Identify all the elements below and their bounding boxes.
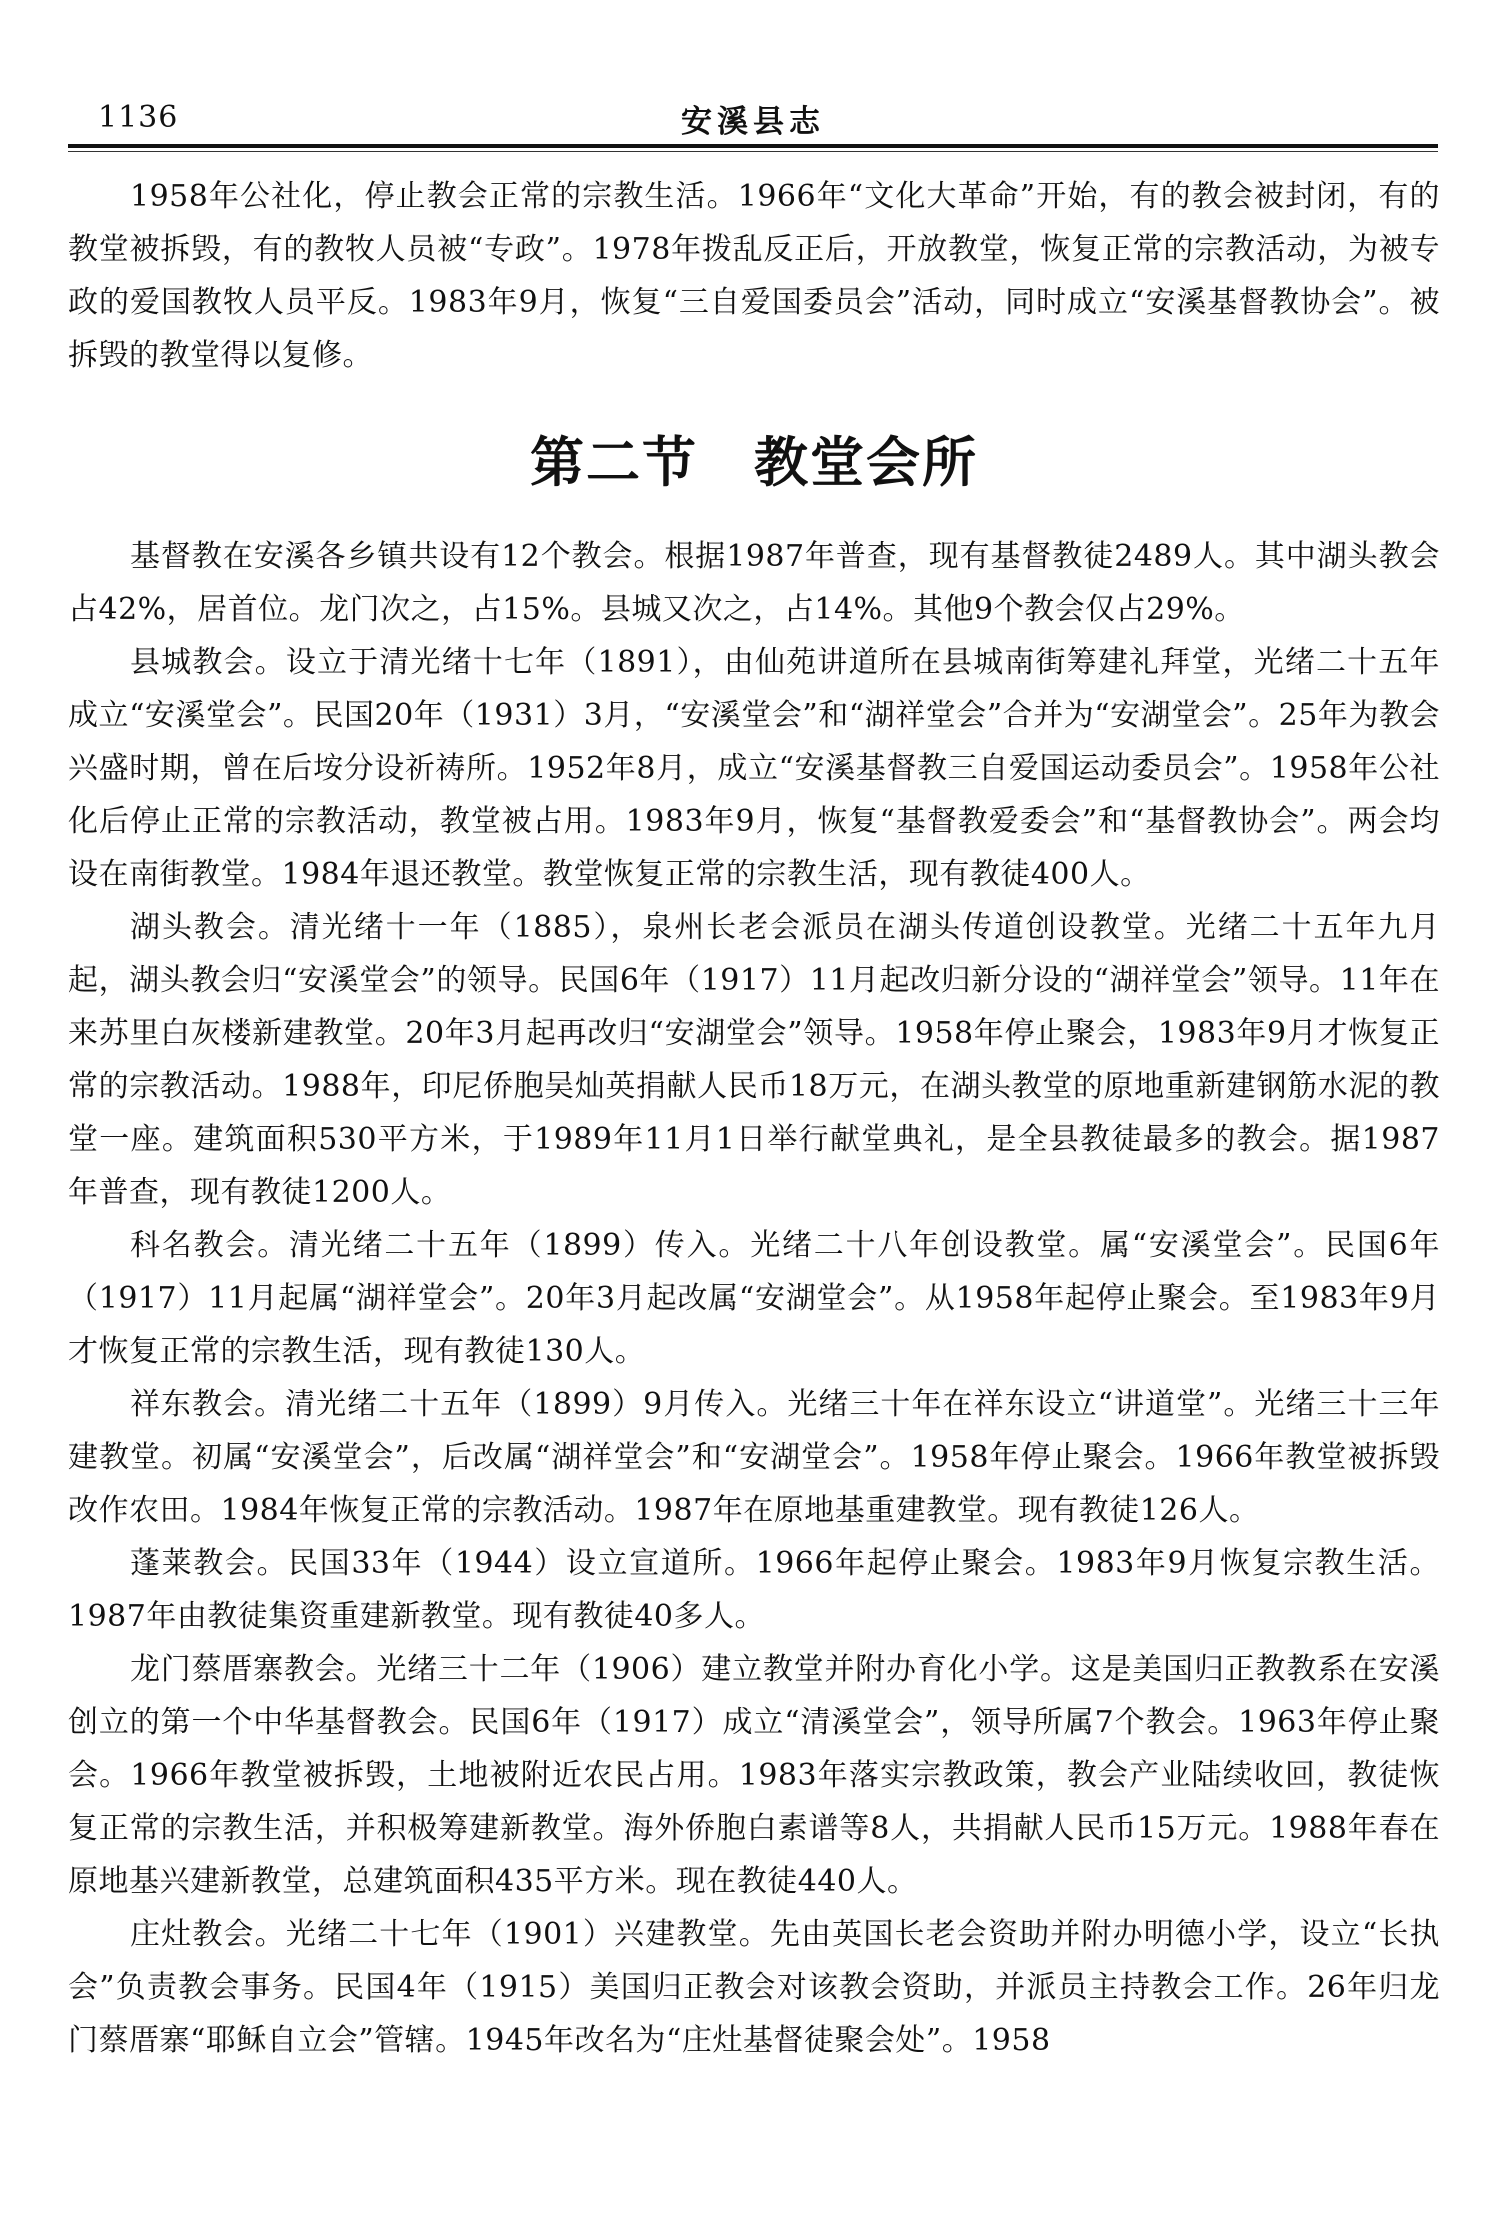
intro-paragraph: 1958年公社化，停止教会正常的宗教生活。1966年“文化大革命”开始，有的教会被封闭，有的教堂被拆毁，有的教牧人员被“专政”。1978年拨乱反正后，开放教堂，恢复正常的宗教活动，为被专政的爱国教牧人员平反。1983年9月，恢复“三自爱国委员会”活动，同时成立“安溪基督教协会”。被拆毁的教堂得以复修。 bbox=[68, 179, 1440, 373]
section-title: 教堂会所 bbox=[754, 430, 978, 494]
paragraph-longmen-church: 龙门蔡厝寨教会。光绪三十二年（1906）建立教堂并附办育化小学。这是美国归正教教系在安溪创立的第一个中华基督教会。民国6年（1917）成立“清溪堂会”，领导所属7个教会。1963年停止聚会。1966年教堂被拆毁，土地被附近农民占用。1983年落实宗教政策，教会产业陆续收回，教徒恢复正常的宗教生活，并积极筹建新教堂。海外侨胞白素谱等8人，共捐献人民币15万元。1988年春在原地基兴建新教堂，总建筑面积435平方米。现在教徒440人。 bbox=[68, 1652, 1440, 1899]
page-header bbox=[68, 92, 1438, 142]
section-heading bbox=[68, 422, 1440, 502]
paragraph-county-church: 县城教会。设立于清光绪十七年（1891），由仙苑讲道所在县城南街筹建礼拜堂，光绪二十五年成立“安溪堂会”。民国20年（1931）3月，“安溪堂会”和“湖祥堂会”合并为“安湖堂会”。25年为教会兴盛时期，曾在后垵分设祈祷所。1952年8月，成立“安溪基督教三自爱国运动委员会”。1958年公社化后停止正常的宗教活动，教堂被占用。1983年9月，恢复“基督教爱委会”和“基督教协会”。两会均设在南街教堂。1984年退还教堂。教堂恢复正常的宗教生活，现有教徒400人。 bbox=[68, 645, 1440, 892]
paragraph-keming-church: 科名教会。清光绪二十五年（1899）传入。光绪二十八年创设教堂。属“安溪堂会”。民国6年（1917）11月起属“湖祥堂会”。20年3月起改属“安湖堂会”。从1958年起停止聚会。至1983年9月才恢复正常的宗教生活，现有教徒130人。 bbox=[68, 1228, 1440, 1369]
page-number: 1136 bbox=[98, 100, 179, 135]
paragraph-xiangdong-church: 祥东教会。清光绪二十五年（1899）9月传入。光绪三十年在祥东设立“讲道堂”。光绪三十三年建教堂。初属“安溪堂会”，后改属“湖祥堂会”和“安湖堂会”。1958年停止聚会。1966年教堂被拆毁改作农田。1984年恢复正常的宗教活动。1987年在原地基重建教堂。现有教徒126人。 bbox=[68, 1387, 1440, 1528]
page-content bbox=[68, 170, 1440, 2067]
running-title: 安溪县志 bbox=[681, 104, 825, 140]
header-rule-thin bbox=[68, 151, 1438, 152]
paragraph-zhuangzao-church: 庄灶教会。光绪二十七年（1901）兴建教堂。先由英国长老会资助并附办明德小学，设立“长执会”负责教会事务。民国4年（1915）美国归正教会对该教会资助，并派员主持教会工作。26年归龙门蔡厝寨“耶稣自立会”管辖。1945年改名为“庄灶基督徒聚会处”。1958 bbox=[68, 1917, 1440, 2058]
header-rule bbox=[68, 144, 1438, 148]
paragraph-overview: 基督教在安溪各乡镇共设有12个教会。根据1987年普查，现有基督教徒2489人。其中湖头教会占42%，居首位。龙门次之，占15%。县城又次之，占14%。其他9个教会仅占29%。 bbox=[68, 539, 1440, 627]
paragraph-penglai-church: 蓬莱教会。民国33年（1944）设立宣道所。1966年起停止聚会。1983年9月恢复宗教生活。1987年由教徒集资重建新教堂。现有教徒40多人。 bbox=[68, 1546, 1440, 1634]
paragraph-hutou-church: 湖头教会。清光绪十一年（1885），泉州长老会派员在湖头传道创设教堂。光绪二十五年九月起，湖头教会归“安溪堂会”的领导。民国6年（1917）11月起改归新分设的“湖祥堂会”领导。11年在来苏里白灰楼新建教堂。20年3月起再改归“安湖堂会”领导。1958年停止聚会，1983年9月才恢复正常的宗教活动。1988年，印尼侨胞吴灿英捐献人民币18万元，在湖头教堂的原地重新建钢筋水泥的教堂一座。建筑面积530平方米，于1989年11月1日举行献堂典礼，是全县教徒最多的教会。据1987年普查，现有教徒1200人。 bbox=[68, 910, 1440, 1210]
section-number: 第二节 bbox=[530, 430, 698, 494]
